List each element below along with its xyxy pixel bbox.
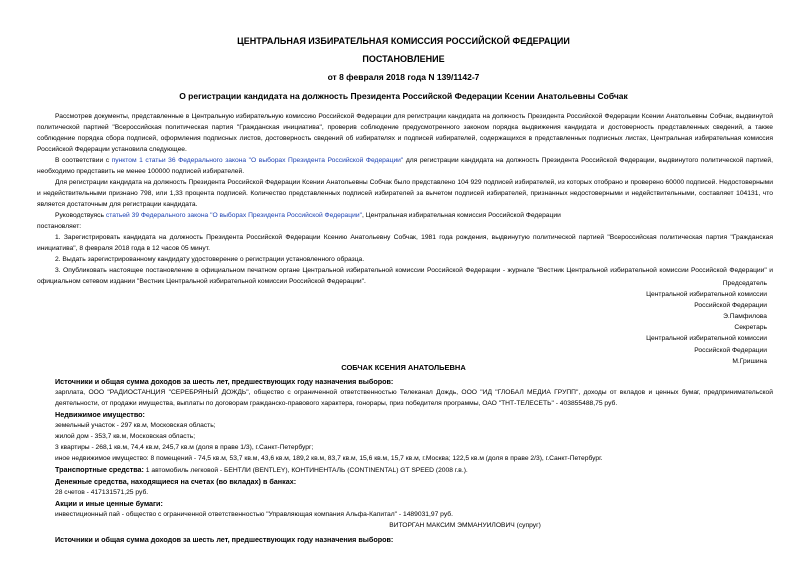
signature-line: Центральной избирательной комиссии bbox=[646, 335, 767, 343]
income-value: зарплата, ООО "РАДИОСТАНЦИЯ "СЕРЕБРЯНЫЙ ДОЖДЬ", общество с ограниченной ответственностью Телеканал Дождь, ООО "ИД "ГЛОБАЛ МЕДИА ГРУПП", доходы от вкладов и ценных бумаг, предпринимательской деятельности, от продажи имущества, выплаты по договорам гражданско-правового характера, гонорары, приз победителя программы, ОАО "ТНТ-ТЕЛЕСЕТЬ" - 403855488,75 руб. bbox=[55, 389, 773, 407]
paragraph-item-3: 3. Опубликовать настоящее постановление в официальном печатном органе Центральной избирательной комиссии Российской Федерации - журнале "Вестник Центральной избирательной комиссии Российской Федерации" и официальном сетевом издании "Вестник Центральной избирательной комиссии Российской Федерации". bbox=[37, 267, 773, 285]
spouse-income-heading: Источники и общая сумма доходов за шесть лет, предшествующих году назначения выборов: bbox=[55, 535, 394, 544]
signature-line: Центральной избирательной комиссии bbox=[646, 291, 767, 299]
law-link-article-39[interactable]: статьей 39 Федерального закона "О выборах Президента Российской Федерации" bbox=[105, 212, 362, 219]
paragraph-4 bbox=[37, 210, 773, 221]
transport-heading: Транспортные средства: bbox=[55, 465, 144, 474]
signature-line: Секретарь bbox=[734, 324, 767, 332]
paragraph-decides: постановляет: bbox=[37, 223, 82, 230]
signature-line: Председатель bbox=[722, 280, 767, 287]
realty-item: земельный участок - 297 кв.м, Московская область; bbox=[55, 422, 216, 429]
paragraph-4-text: Руководствуясь bbox=[55, 212, 106, 219]
org-heading: ЦЕНТРАЛЬНАЯ ИЗБИРАТЕЛЬНАЯ КОМИССИЯ РОССИЙСКОЙ ФЕДЕРАЦИИ bbox=[237, 36, 570, 46]
paragraph-item-2: 2. Выдать зарегистрированному кандидату удостоверение о регистрации установленного образца. bbox=[55, 256, 365, 263]
paragraph-1: Рассмотрев документы, представленные в Центральную избирательную комиссию Российской Федерации для регистрации кандидата на должность Президента Российской Федерации Ксении Анатольевны Собчак, выдвинутой политической партией "Всероссийская политическая партия "Гражданская инициатива", проверив соблюдение предусмотренного законом порядка выдвижения кандидата и достоверность представленных сведений, а также соблюдение порядка сбора подписей, оформления подписных листов, достоверность сведений об избирателях и подписей избирателей, содержащихся в представленных подписных листах, Центральная избирательная комиссия Российской Федерации установила следующее. bbox=[37, 113, 773, 153]
realty-heading: Недвижимое имущество: bbox=[55, 410, 145, 419]
document-title: О регистрации кандидата на должность Президента Российской Федерации Ксении Анатольевны Собчак bbox=[179, 91, 628, 101]
signature-line: Российской Федерации bbox=[694, 302, 767, 310]
paragraph-2-text-end: для регистрации кандидата на должность Президента Российской Федерации, выдвинутого политической партией, необходимо представить не менее 100000 подписей избирателей. bbox=[37, 157, 773, 175]
spouse-name: ВИТОРГАН МАКСИМ ЭММАНУИЛОВИЧ (супруг) bbox=[389, 522, 541, 529]
signature-block bbox=[646, 278, 767, 367]
candidate-name-heading: СОБЧАК КСЕНИЯ АНАТОЛЬЕВНА bbox=[341, 363, 466, 372]
paragraph-2 bbox=[37, 155, 773, 177]
transport-value: 1 автомобиль легковой - БЕНТЛИ (BENTLEY), КОНТИНЕНТАЛЬ (CONTINENTAL) GT SPEED (2008 г.в.). bbox=[143, 467, 468, 474]
signature-line: М.Гришина bbox=[732, 357, 767, 365]
date-number: от 8 февраля 2018 года N 139/1142-7 bbox=[327, 72, 480, 82]
shares-heading: Акции и иные ценные бумаги: bbox=[55, 499, 163, 508]
shares-value: инвестиционный пай - общество с ограниченной ответственностью "Управляющая компания Альфа-Капитал" - 1489031,97 руб. bbox=[55, 511, 453, 518]
bank-heading: Денежные средства, находящиеся на счетах (во вкладах) в банках: bbox=[55, 477, 297, 486]
doc-type-heading: ПОСТАНОВЛЕНИЕ bbox=[362, 54, 445, 64]
paragraph-3: Для регистрации кандидата на должность Президента Российской Федерации Ксении Анатольевны Собчак было представлено 104 929 подписей избирателей, из которых отобрано и проверено 60000 подписей. Недостоверными и недействительными признано 798, или 1,33 процента подписей. Количество представленных подписей избирателей за вычетом подписей избирателей, признанных недостоверными и недействительными, составляет 104131, что является достаточным для регистрации кандидата. bbox=[37, 179, 773, 208]
law-link-article-36[interactable]: пунктом 1 статьи 36 Федерального закона "О выборах Президента Российской Федерации" bbox=[111, 157, 404, 164]
resolution-body bbox=[37, 111, 773, 287]
income-heading: Источники и общая сумма доходов за шесть лет, предшествующих году назначения выборов: bbox=[55, 377, 394, 386]
income-declaration bbox=[37, 376, 773, 545]
bank-value: 28 счетов - 417131571,25 руб. bbox=[55, 489, 149, 496]
paragraph-2-text: В соответствии с bbox=[55, 157, 112, 164]
signature-line: Российской Федерации bbox=[694, 346, 767, 354]
transport-line bbox=[37, 464, 773, 476]
realty-item: иное недвижимое имущество: 8 помещений - 74,5 кв.м, 53,7 кв.м, 43,6 кв.м, 189,2 кв.м, 83,7 кв.м, 15,6 кв.м, 15,7 кв.м, г.Москва; 122,5 кв.м (доля в праве 2/3), г.Санкт-Петербург. bbox=[55, 455, 603, 462]
paragraph-item-1: 1. Зарегистрировать кандидата на должность Президента Российской Федерации Ксению Анатольевну Собчак, 1981 года рождения, выдвинутую политической партией "Всероссийская политическая партия "Гражданская инициатива", 8 февраля 2018 года в 12 часов 05 минут. bbox=[37, 234, 773, 252]
realty-item: жилой дом - 353,7 кв.м, Московская область; bbox=[55, 433, 196, 440]
realty-item: 3 квартиры - 268,1 кв.м, 74,4 кв.м, 245,7 кв.м (доля в праве 1/3), г.Санкт-Петербург; bbox=[55, 444, 314, 451]
paragraph-4-text-end: , Центральная избирательная комиссия Российской Федерации bbox=[361, 212, 561, 219]
signature-line: Э.Памфилова bbox=[723, 313, 767, 321]
